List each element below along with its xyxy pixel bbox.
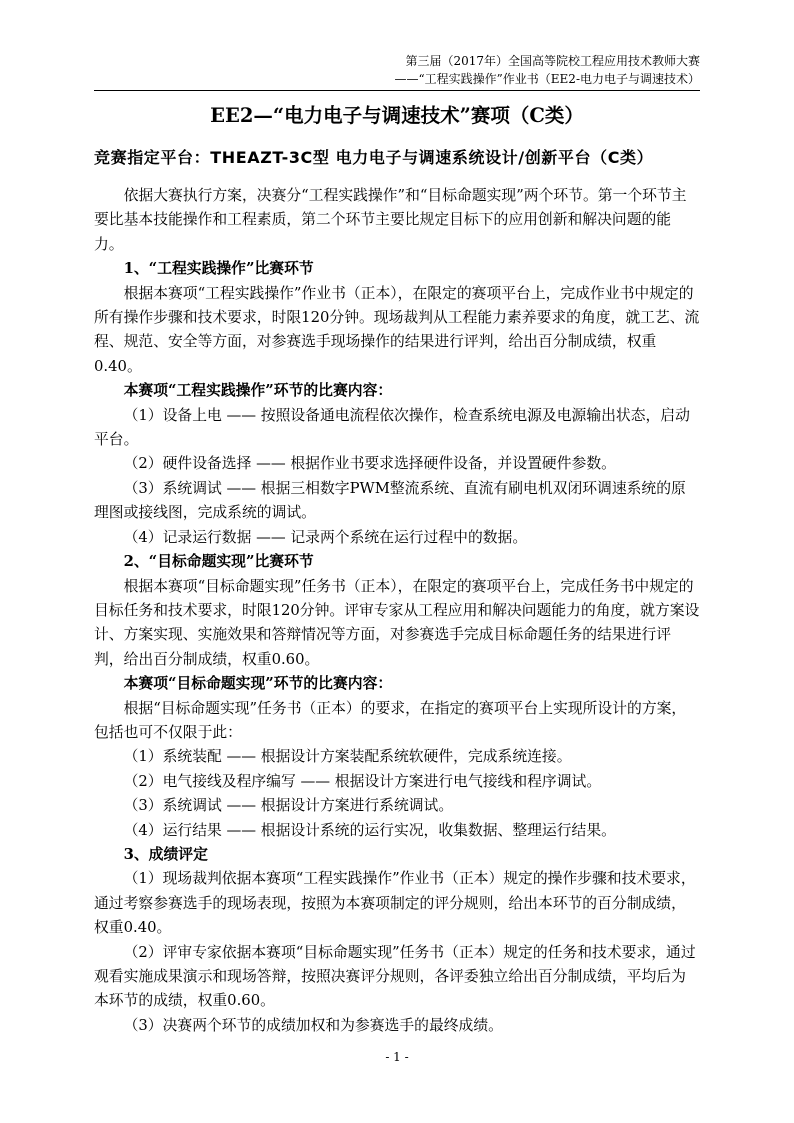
list-item: （3）系统调试 —— 根据三相数字PWM整流系统、直流有刷电机双闭环调速系统的原理图或接线图，完成系统的调试。 [94, 479, 686, 522]
list-item: （2）评审专家依据本赛项“目标命题实现”任务书（正本）规定的任务和技术要求，通过观看实施成果演示和现场答辩，按照决赛评分规则，各评委独立给出百分制成绩，平均后为本环节的成绩，权重0.60。 [94, 943, 696, 1010]
page-number: - 1 - [385, 1050, 409, 1064]
list-item: （1）设备上电 —— 按照设备通电流程依次操作，检查系统电源及电源输出状态，启动平台。 [94, 406, 690, 449]
platform-line: 竞赛指定平台：THEAZT-3C型 电力电子与调速系统设计/创新平台（C类） [94, 148, 654, 167]
list-item: （4）记录运行数据 —— 记录两个系统在运行过程中的数据。 [123, 528, 528, 546]
section-1-subheading: 本赛项“工程实践操作”环节的比赛内容： [123, 382, 393, 400]
list-item: （4）运行结果 —— 根据设计系统的运行实况，收集数据、整理运行结果。 [123, 821, 616, 839]
header-divider [94, 90, 700, 91]
list-item: （3）决赛两个环节的成绩加权和为参赛选手的最终成绩。 [123, 1016, 503, 1034]
running-header [80, 52, 700, 88]
section-1-heading: 1、“工程实践操作”比赛环节 [123, 260, 314, 278]
section-2-subheading: 本赛项“目标命题实现”环节的比赛内容： [123, 675, 393, 693]
section-2-heading: 2、“目标命题实现”比赛环节 [123, 553, 314, 571]
section-2-paragraph-2: 根据“目标命题实现”任务书（正本）的要求，在指定的赛项平台上实现所设计的方案，包括也可不仅限于此： [94, 699, 687, 741]
document-title: EE2—“电力电子与调速技术”赛项（C类） [210, 104, 584, 127]
list-item: （2）电气接线及程序编写 —— 根据设计方案进行电气接线和程序调试。 [123, 772, 602, 790]
list-item: （3）系统调试 —— 根据设计方案进行系统调试。 [123, 797, 454, 815]
list-item: （1）系统装配 —— 根据设计方案装配系统软硬件，完成系统连接。 [123, 748, 572, 766]
section-2-paragraph: 根据本赛项“目标命题实现”任务书（正本），在限定的赛项平台上，完成任务书中规定的目标任务和技术要求，时限120分钟。评审专家从工程应用和解决问题能力的角度，就方案设计、方案实现、实施效果和答辩情况等方面，对参赛选手完成目标命题任务的结果进行评判，给出百分制成绩，权重0.60。 [94, 577, 700, 668]
list-item: （2）硬件设备选择 —— 根据作业书要求选择硬件设备，并设置硬件参数。 [123, 455, 616, 473]
document-body [94, 184, 700, 1038]
header-line-2: ——“工程实践操作”作业书（EE2-电力电子与调速技术） [394, 72, 700, 86]
header-line-1: 第三届（2017年）全国高等院校工程应用技术教师大赛 [405, 54, 700, 68]
list-item: （1）现场裁判依据本赛项“工程实践操作”作业书（正本）规定的操作步骤和技术要求，通过考察参赛选手的现场表现，按照为本赛项制定的评分规则，给出本环节的百分制成绩，权重0.40。 [94, 870, 696, 937]
section-3-heading: 3、成绩评定 [123, 845, 208, 863]
intro-paragraph: 依据大赛执行方案，决赛分“工程实践操作”和“目标命题实现”两个环节。第一个环节主要比基本技能操作和工程素质，第二个环节主要比规定目标下的应用创新和解决问题的能力。 [94, 187, 687, 253]
section-1-paragraph: 根据本赛项“工程实践操作”作业书（正本），在限定的赛项平台上，完成作业书中规定的所有操作步骤和技术要求，时限120分钟。现场裁判从工程能力素养要求的角度，就工艺、流程、规范、安全等方面，对参赛选手现场操作的结果进行评判，给出百分制成绩，权重0.40。 [94, 284, 700, 375]
